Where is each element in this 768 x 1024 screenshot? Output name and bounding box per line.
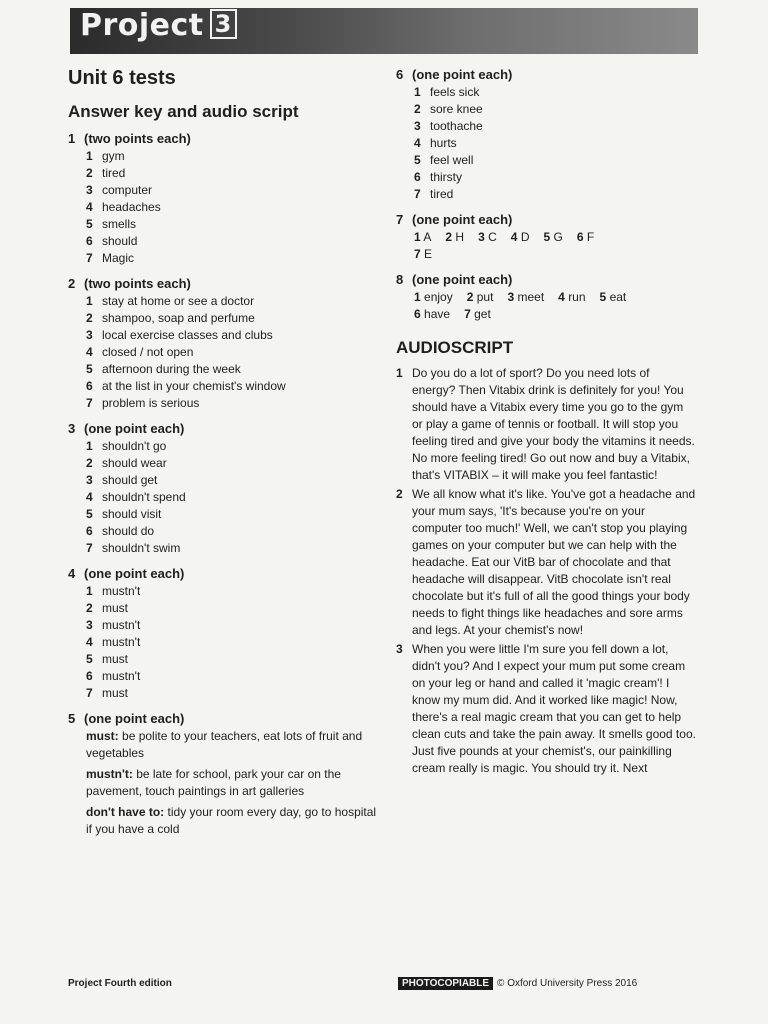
- item-text: shampoo, soap and perfume: [102, 311, 255, 325]
- answer-item: [414, 101, 696, 118]
- answer-list: [68, 148, 378, 267]
- item-number: 7: [86, 686, 93, 700]
- page-subtitle: Answer key and audio script: [68, 102, 299, 121]
- item-text: C: [488, 230, 497, 244]
- answer-line: [396, 289, 696, 306]
- item-text: E: [424, 247, 433, 261]
- item-number: 7: [414, 187, 421, 201]
- answer-item: [86, 634, 378, 651]
- item-text: mustn't: [102, 669, 141, 683]
- section-points: (one point each): [412, 67, 513, 82]
- section-heading: [68, 130, 378, 148]
- definition-text: be late for school, park your car on the pavement, touch paintings in art galleries: [86, 767, 341, 798]
- page-title: Unit 6 tests: [68, 67, 176, 89]
- item-number: 1: [86, 294, 93, 308]
- item-text: must: [102, 686, 129, 700]
- inline-answer: [467, 290, 494, 304]
- answer-item: [86, 583, 378, 600]
- footer-edition: Project Fourth edition: [68, 978, 172, 989]
- right-column: [396, 66, 696, 779]
- inline-answer: [414, 230, 431, 244]
- item-number: 5: [86, 507, 93, 521]
- copyright-text: © Oxford University Press 2016: [497, 978, 638, 989]
- section-points: (one point each): [84, 566, 185, 581]
- item-number: 1: [414, 290, 421, 304]
- definition-term: mustn't:: [86, 767, 133, 781]
- item-number: 4: [510, 230, 518, 244]
- item-text: tired: [102, 166, 126, 180]
- item-number: 3: [414, 119, 421, 133]
- header-band: [70, 8, 698, 54]
- item-number: 3: [507, 290, 515, 304]
- answer-item: [86, 148, 378, 165]
- answer-item: [86, 600, 378, 617]
- section-points: (one point each): [412, 212, 513, 227]
- definitions: [68, 728, 378, 838]
- item-number: 1: [414, 230, 421, 244]
- item-number: 3: [86, 473, 93, 487]
- section-number: 5: [68, 711, 76, 726]
- left-sections: [68, 130, 378, 702]
- answer-list: [396, 84, 696, 203]
- item-number: 3: [396, 642, 403, 656]
- item-text: shouldn't swim: [102, 541, 181, 555]
- item-text: should visit: [102, 507, 162, 521]
- item-number: 4: [86, 490, 93, 504]
- answer-item: [86, 233, 378, 250]
- inline-answer: [543, 230, 562, 244]
- item-number: 6: [86, 524, 93, 538]
- item-number: 6: [576, 230, 584, 244]
- section-points: (one point each): [84, 421, 185, 436]
- answer-list: [68, 293, 378, 412]
- item-number: 6: [86, 669, 93, 683]
- item-number: 5: [414, 153, 421, 167]
- item-text: put: [476, 290, 494, 304]
- item-text: smells: [102, 217, 137, 231]
- item-number: 3: [86, 328, 93, 342]
- item-text: must: [102, 601, 129, 615]
- definition-term: must:: [86, 729, 119, 743]
- audioscript-text: Do you do a lot of sport? Do you need lots of energy? Then Vitabix drink is definitely for you! You should have a Vitabix every time you go to the gym or play a game of tennis or football. It will stop you feeling tired and give your body the vitamins it needs. No more feeling tired! Go out now and buy a Vitabix, that's VITABIX – it will make you feel fantastic!: [412, 366, 695, 482]
- section-number: 4: [68, 566, 76, 581]
- item-text: hurts: [430, 136, 457, 150]
- answer-item: [86, 216, 378, 233]
- section-heading: [396, 66, 696, 84]
- item-number: 7: [86, 396, 93, 410]
- answer-item: [414, 169, 696, 186]
- answer-item: [86, 472, 378, 489]
- footer-copyright: [398, 977, 637, 990]
- inline-answer: [445, 230, 464, 244]
- item-text: mustn't: [102, 635, 141, 649]
- answer-item: [86, 361, 378, 378]
- definition-text: tidy your room every day, go to hospital if you have a cold: [86, 805, 377, 836]
- answer-item: [86, 617, 378, 634]
- answer-line: [396, 229, 696, 246]
- item-text: thirsty: [430, 170, 463, 184]
- item-number: 5: [86, 652, 93, 666]
- inline-answer: [464, 307, 491, 321]
- item-number: 2: [86, 601, 93, 615]
- item-text: should wear: [102, 456, 167, 470]
- definition-term: don't have to:: [86, 805, 165, 819]
- section-5: [68, 710, 378, 838]
- item-text: D: [520, 230, 530, 244]
- photocopiable-badge: PHOTOCOPIABLE: [398, 977, 493, 990]
- item-text: tired: [430, 187, 454, 201]
- item-text: must: [102, 652, 129, 666]
- audioscript-item: [396, 641, 696, 777]
- inline-answer: [577, 230, 594, 244]
- audioscript-text: We all know what it's like. You've got a headache and your mum says, 'It's because you're on your computer too much!' Well, we can't stop you playing games on your computer but we can help with the headache. Eat our VitB bar of chocolate and that headache will disappear. VitB chocolate isn't real chocolate but it's full of all the good things your body needs to fight things like headaches and sore arms and legs. At your chemist's now!: [412, 487, 696, 637]
- section-heading: [68, 710, 378, 728]
- audioscript-item: [396, 486, 696, 639]
- item-text: local exercise classes and clubs: [102, 328, 273, 342]
- section-number: 6: [396, 67, 404, 82]
- answer-list: [68, 583, 378, 702]
- item-number: 1: [414, 85, 421, 99]
- item-text: enjoy: [424, 290, 453, 304]
- item-text: closed / not open: [102, 345, 194, 359]
- answer-item: [86, 199, 378, 216]
- definition-entry: [68, 804, 378, 838]
- item-number: 3: [478, 230, 485, 244]
- answer-item: [86, 438, 378, 455]
- left-column: [68, 66, 378, 846]
- item-text: H: [455, 230, 465, 244]
- item-text: stay at home or see a doctor: [102, 294, 255, 308]
- item-number: 3: [86, 183, 93, 197]
- item-number: 1: [396, 366, 403, 380]
- section-number: 8: [396, 272, 404, 287]
- item-number: 2: [466, 290, 474, 304]
- inline-answer: [414, 247, 432, 261]
- item-number: 5: [599, 290, 607, 304]
- item-text: have: [424, 307, 451, 321]
- section-heading: [68, 420, 378, 438]
- definition-text: be polite to your teachers, eat lots of fruit and vegetables: [86, 729, 363, 760]
- item-text: sore knee: [430, 102, 483, 116]
- definition-entry: [68, 766, 378, 800]
- answer-lines: [396, 229, 696, 263]
- answer-item: [86, 540, 378, 557]
- answer-item: [86, 489, 378, 506]
- section-1: [68, 130, 378, 267]
- item-number: 4: [86, 200, 93, 214]
- section-2: [68, 275, 378, 412]
- answer-item: [414, 152, 696, 169]
- answer-item: [414, 135, 696, 152]
- section-4: [68, 565, 378, 702]
- inline-answer: [478, 230, 497, 244]
- item-number: 7: [86, 541, 93, 555]
- item-text: should get: [102, 473, 158, 487]
- definition-entry: [68, 728, 378, 762]
- brand-name: Project: [80, 8, 204, 43]
- item-number: 7: [414, 247, 421, 261]
- item-number: 4: [558, 290, 565, 304]
- answer-item: [86, 395, 378, 412]
- item-text: gym: [102, 149, 125, 163]
- item-number: 3: [86, 618, 93, 632]
- answer-item: [86, 182, 378, 199]
- item-number: 2: [445, 230, 453, 244]
- item-number: 7: [464, 307, 471, 321]
- audioscript-item: [396, 365, 696, 484]
- answer-item: [86, 310, 378, 327]
- answer-item: [86, 250, 378, 267]
- item-text: toothache: [430, 119, 483, 133]
- item-text: feel well: [430, 153, 474, 167]
- audioscript-list: [396, 365, 696, 777]
- answer-line: [396, 246, 696, 263]
- section-heading: [396, 211, 696, 229]
- answer-item: [86, 327, 378, 344]
- inline-answer: [600, 290, 627, 304]
- item-text: meet: [517, 290, 545, 304]
- answer-item: [414, 118, 696, 135]
- item-text: afternoon during the week: [102, 362, 241, 376]
- item-number: 5: [86, 217, 93, 231]
- item-number: 5: [543, 230, 551, 244]
- item-text: should: [102, 234, 138, 248]
- inline-answer: [511, 230, 530, 244]
- item-number: 4: [86, 635, 93, 649]
- section-points: (two points each): [84, 276, 191, 291]
- item-number: 6: [86, 379, 93, 393]
- item-text: run: [568, 290, 586, 304]
- section-heading: [396, 271, 696, 289]
- item-text: mustn't: [102, 618, 141, 632]
- answer-item: [414, 84, 696, 101]
- item-number: 4: [86, 345, 93, 359]
- inline-answer: [414, 307, 450, 321]
- answer-item: [86, 344, 378, 361]
- audioscript-text: When you were little I'm sure you fell down a lot, didn't you? And I expect your mum put some cream on your leg or hand and called it 'magic cream'! I know my mum did. And it worked like magic! Now, there's a real magic cream that you can get to help clean cuts and take the pain away. It smells good too. Just five pounds at your chemist's, our painkilling cream really is magic. You should try it. Next: [412, 642, 696, 775]
- item-text: computer: [102, 183, 153, 197]
- answer-lines: [396, 289, 696, 323]
- answer-line: [396, 306, 696, 323]
- answer-item: [86, 165, 378, 182]
- item-number: 6: [414, 170, 421, 184]
- section-8: [396, 271, 696, 323]
- item-text: mustn't: [102, 584, 141, 598]
- item-text: at the list in your chemist's window: [102, 379, 286, 393]
- answer-item: [86, 506, 378, 523]
- item-number: 7: [86, 251, 93, 265]
- section-number: 2: [68, 276, 76, 291]
- brand-level: 3: [210, 9, 237, 39]
- item-text: headaches: [102, 200, 161, 214]
- item-text: feels sick: [430, 85, 480, 99]
- section-7: [396, 211, 696, 263]
- section-points: (one point each): [412, 272, 513, 287]
- item-text: problem is serious: [102, 396, 200, 410]
- audioscript-heading: AUDIOSCRIPT: [396, 338, 514, 357]
- answer-item: [86, 685, 378, 702]
- section-number: 7: [396, 212, 404, 227]
- inline-answer: [558, 290, 585, 304]
- answer-item: [86, 651, 378, 668]
- inline-answer: [507, 290, 544, 304]
- item-text: Magic: [102, 251, 135, 265]
- item-number: 2: [86, 456, 93, 470]
- section-points: (one point each): [84, 711, 185, 726]
- section-6: [396, 66, 696, 203]
- item-number: 4: [414, 136, 421, 150]
- item-text: get: [474, 307, 491, 321]
- item-text: G: [553, 230, 563, 244]
- item-number: 1: [86, 149, 93, 163]
- item-text: shouldn't go: [102, 439, 167, 453]
- brand-logo: [80, 8, 237, 43]
- item-text: shouldn't spend: [102, 490, 186, 504]
- section-number: 1: [68, 131, 76, 146]
- inline-answer: [414, 290, 453, 304]
- item-text: eat: [609, 290, 627, 304]
- section-3: [68, 420, 378, 557]
- answer-item: [86, 378, 378, 395]
- item-text: should do: [102, 524, 155, 538]
- section-points: (two points each): [84, 131, 191, 146]
- item-text: A: [423, 230, 432, 244]
- answer-item: [86, 523, 378, 540]
- section-number: 3: [68, 421, 76, 436]
- item-number: 6: [86, 234, 93, 248]
- item-number: 1: [86, 584, 93, 598]
- item-number: 2: [396, 487, 403, 501]
- answer-item: [86, 455, 378, 472]
- item-number: 1: [86, 439, 93, 453]
- answer-item: [86, 668, 378, 685]
- section-heading: [68, 275, 378, 293]
- item-number: 2: [86, 166, 93, 180]
- answer-item: [414, 186, 696, 203]
- answer-list: [68, 438, 378, 557]
- item-number: 2: [86, 311, 93, 325]
- item-number: 5: [86, 362, 93, 376]
- item-number: 6: [414, 307, 421, 321]
- answer-item: [86, 293, 378, 310]
- section-heading: [68, 565, 378, 583]
- item-text: F: [586, 230, 595, 244]
- item-number: 2: [414, 102, 421, 116]
